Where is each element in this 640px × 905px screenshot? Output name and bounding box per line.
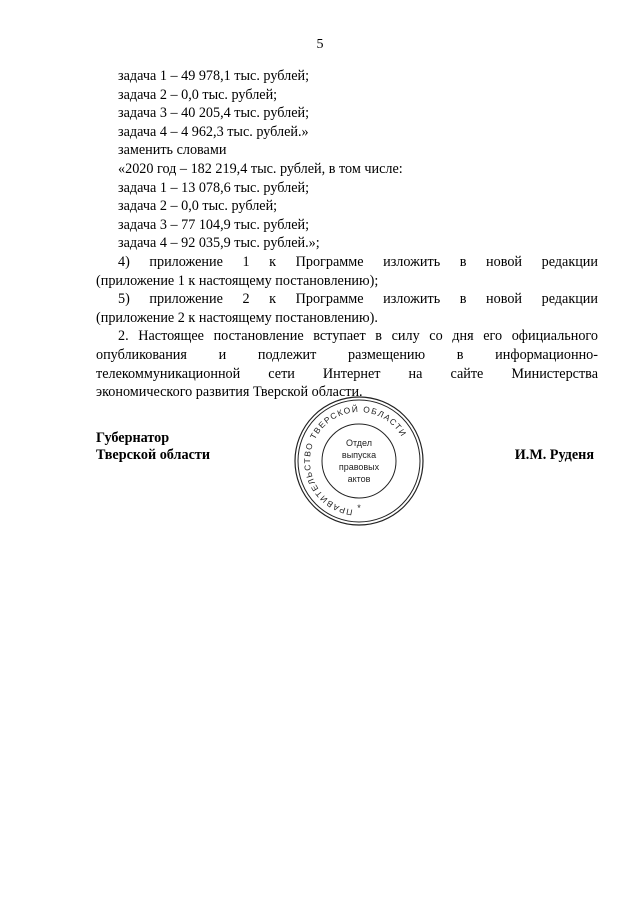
signer-title xyxy=(96,430,210,464)
stamp-center-text: актов xyxy=(347,474,371,484)
text-line: телекоммуникационной сети Интернет на сайте Министерства xyxy=(96,365,598,382)
text-line: задача 3 – 77 104,9 тыс. рублей; xyxy=(118,216,310,233)
text-line: задача 1 – 49 978,1 тыс. рублей; xyxy=(118,68,310,84)
stamp-inner-ring xyxy=(322,424,396,498)
text-line: задача 4 – 4 962,3 тыс. рублей.» xyxy=(118,123,309,140)
text-line: (приложение 1 к настоящему постановлению); xyxy=(96,272,379,289)
text-line: задача 3 – 40 205,4 тыс. рублей; xyxy=(118,105,310,122)
text-line: задача 2 – 0,0 тыс. рублей; xyxy=(118,198,278,215)
signer-title-line: Тверской области xyxy=(96,447,211,463)
stamp-center-text: правовых xyxy=(338,462,380,472)
stamp-ring-text: ПРАВИТЕЛЬСТВО ТВЕРСКОЙ ОБЛАСТИ xyxy=(301,403,409,518)
official-stamp xyxy=(292,394,426,528)
stamp-star-mark: * xyxy=(357,503,361,513)
text-line: опубликования и подлежит размещению в информационно- xyxy=(96,346,598,363)
text-line: задача 4 – 92 035,9 тыс. рублей.»; xyxy=(118,235,320,252)
text-line: (приложение 2 к настоящему постановлению). xyxy=(96,309,378,326)
signer-title-line: Губернатор xyxy=(96,430,170,446)
text-line: «2020 год – 182 219,4 тыс. рублей, в том числе: xyxy=(118,160,403,177)
text-line: экономического развития Тверской области. xyxy=(96,384,363,401)
text-line: 4) приложение 1 к Программе изложить в новой редакции xyxy=(118,253,598,270)
stamp-graphic xyxy=(292,394,426,528)
signer-name: И.М. Руденя xyxy=(514,447,594,463)
text-line: заменить словами xyxy=(118,142,227,159)
document-body xyxy=(96,67,598,402)
text-line: задача 1 – 13 078,6 тыс. рублей; xyxy=(118,179,310,196)
page-number: 5 xyxy=(316,37,324,52)
text-line: задача 2 – 0,0 тыс. рублей; xyxy=(118,86,278,103)
stamp-center-text: выпуска xyxy=(341,450,377,460)
text-line: 2. Настоящее постановление вступает в силу со дня его официального xyxy=(118,328,598,345)
text-line: 5) приложение 2 к Программе изложить в новой редакции xyxy=(118,291,598,308)
stamp-center-text: Отдел xyxy=(345,438,373,448)
